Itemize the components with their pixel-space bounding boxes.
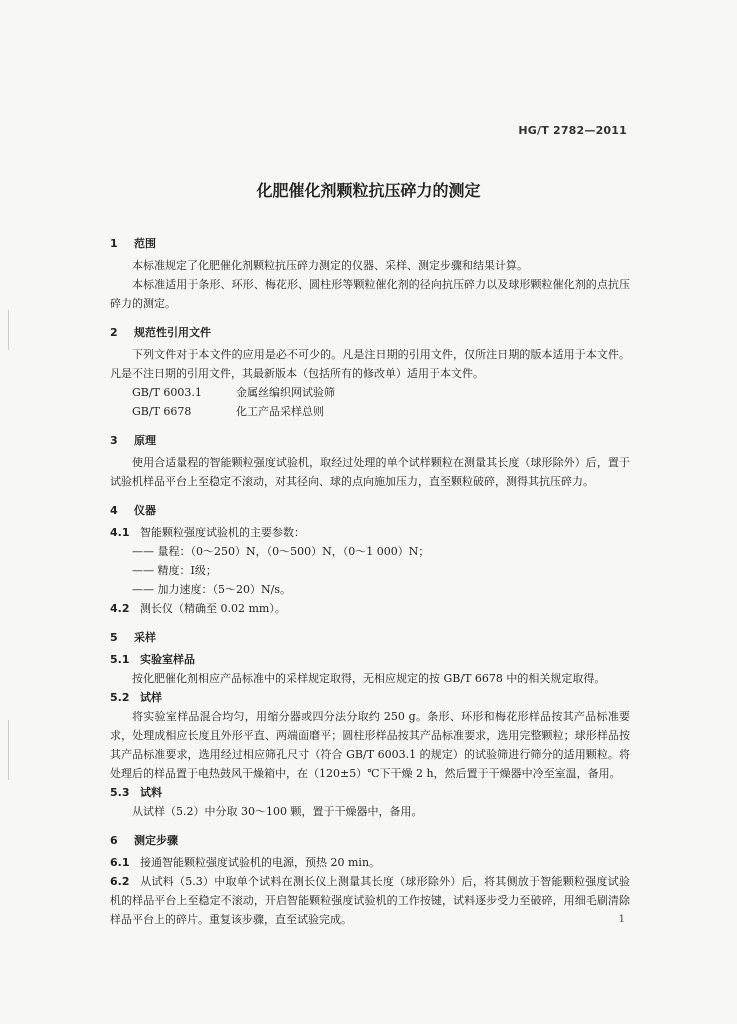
subsection-title: 试料 (140, 786, 162, 799)
subsection-heading (110, 783, 630, 802)
subsection-number: 5.3 (110, 786, 130, 799)
section-heading (110, 234, 630, 253)
paragraph: 按化肥催化剂相应产品标准中的采样规定取得，无相应规定的按 GB/T 6678 中的相关规定取得。 (132, 672, 606, 685)
clause-number: 4.2 (110, 602, 130, 615)
reference-name: 化工产品采样总则 (236, 405, 324, 418)
section-number: 1 (110, 237, 118, 250)
clause-number: 4.1 (110, 526, 130, 539)
clause-text: 测长仪（精确至 0.02 mm）。 (140, 602, 286, 615)
section-title: 范围 (134, 237, 156, 250)
clause-text: 接通智能颗粒强度试验机的电源，预热 20 min。 (140, 856, 381, 869)
clause-number: 6.2 (110, 875, 130, 888)
section-title: 采样 (134, 631, 156, 644)
numbered-clause (110, 853, 630, 872)
paragraph: 使用合适量程的智能颗粒强度试验机，取经过处理的单个试样颗粒在测量其长度（球形除外）后，置于试验机样品平台上至稳定不滚动，对其径向、球的点向施加压力，直至颗粒破碎，测得其抗压碎力。 (110, 456, 630, 488)
subsection-number: 5.2 (110, 691, 130, 704)
numbered-clause (110, 872, 630, 929)
section-heading (110, 323, 630, 342)
paragraph: 将实验室样品混合均匀，用缩分器或四分法分取约 250 g。条形、环形和梅花形样品按其产品标准要求，处理成相应长度且外形平直、两端面磨平；圆柱形样品按其产品标准要求，选用完整颗粒；球形样品按其产品标准要求，选用经过相应筛孔尺寸（符合 GB/T 6003.1 的规定）的试验筛进行筛分的适用颗粒。将处理后的样品置于电热鼓风干燥箱中，在（120±5）℃下干燥 2 h，然后置于干燥器中冷至室温，备用。 (110, 710, 630, 780)
section-number: 4 (110, 504, 118, 517)
section-number: 3 (110, 434, 118, 447)
reference-code: GB/T 6678 (132, 405, 192, 418)
section-title: 仪器 (134, 504, 156, 517)
dash-list-item: —— 量程：（0～250）N，（0～500）N，（0～1 000）N； (132, 545, 430, 558)
section-number: 6 (110, 834, 118, 847)
clause-number: 6.1 (110, 856, 130, 869)
section-title: 原理 (134, 434, 156, 447)
numbered-clause (110, 523, 630, 542)
subsection-number: 5.1 (110, 653, 130, 666)
page-number: 1 (618, 914, 625, 925)
reference-item (110, 402, 630, 421)
reference-code: GB/T 6003.1 (132, 386, 202, 399)
paragraph: 本标准适用于条形、环形、梅花形、圆柱形等颗粒催化剂的径向抗压碎力以及球形颗粒催化剂的点抗压碎力的测定。 (110, 278, 630, 310)
paragraph: 本标准规定了化肥催化剂颗粒抗压碎力测定的仪器、采样、测定步骤和结果计算。 (132, 259, 528, 272)
section-title: 测定步骤 (134, 834, 178, 847)
document-body (110, 234, 630, 929)
scan-edge-mark (8, 720, 9, 780)
numbered-clause (110, 599, 630, 618)
section-heading (110, 431, 630, 450)
section-title: 规范性引用文件 (134, 326, 211, 339)
standard-code: HG/T 2782—2011 (518, 124, 627, 137)
section-heading (110, 501, 630, 520)
scan-edge-mark (8, 310, 9, 350)
section-number: 2 (110, 326, 118, 339)
section-number: 5 (110, 631, 118, 644)
reference-name: 金属丝编织网试验筛 (236, 386, 335, 399)
dash-list-item: —— 精度：Ⅰ级； (132, 564, 217, 577)
subsection-title: 实验室样品 (140, 653, 195, 666)
subsection-heading (110, 688, 630, 707)
section-heading (110, 831, 630, 850)
dash-list-item: —— 加力速度：（5～20）N/s。 (132, 583, 291, 596)
reference-item (110, 383, 630, 402)
subsection-title: 试样 (140, 691, 162, 704)
paragraph: 下列文件对于本文件的应用是必不可少的。凡是注日期的引用文件，仅所注日期的版本适用于本文件。凡是不注日期的引用文件，其最新版本（包括所有的修改单）适用于本文件。 (110, 348, 630, 380)
clause-text: 智能颗粒强度试验机的主要参数： (140, 526, 305, 539)
paragraph: 从试样（5.2）中分取 30～100 颗，置于干燥器中，备用。 (132, 805, 423, 818)
page-title: 化肥催化剂颗粒抗压碎力的测定 (256, 181, 481, 200)
section-heading (110, 628, 630, 647)
clause-text: 从试料（5.3）中取单个试料在测长仪上测量其长度（球形除外）后，将其侧放于智能颗粒强度试验机的样品平台上至稳定不滚动，开启智能颗粒强度试验机的工作按键，试料逐步受力至破碎，用细毛刷清除样品平台上的碎片。重复该步骤，直至试验完成。 (110, 875, 630, 926)
subsection-heading (110, 650, 630, 669)
